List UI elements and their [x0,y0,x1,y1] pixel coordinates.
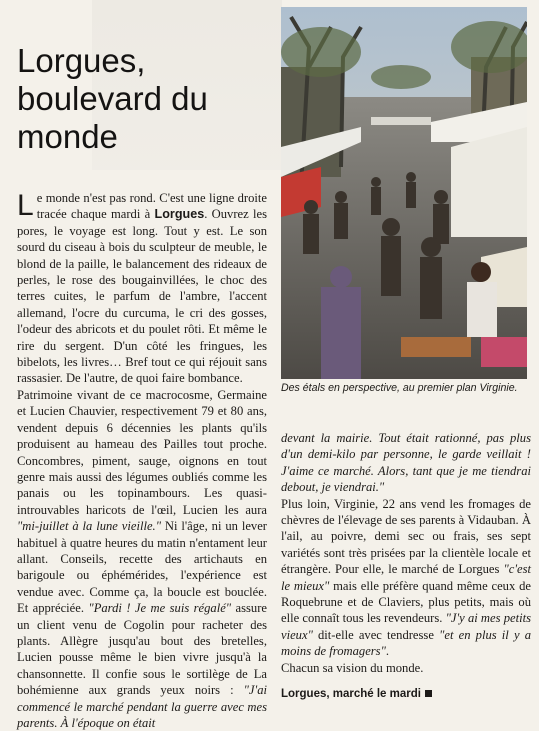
article-quote: "mi-juillet à la lune vieille." [17,519,161,534]
market-photo-illustration [281,7,527,379]
article-quote: devant la mairie. Tout était rationné, pas plus d'un demi-kilo par personne, le garde veillait ! J'aime ce marché. Alors, tant que je me tiendrai debout, je viendrai." [281,431,531,495]
article-text: dit-elle avec tendresse [312,627,440,642]
article-text: e monde n'est pas rond. C'est une ligne droite tracée chaque mardi à [36,191,267,222]
end-mark-icon [425,690,432,697]
article-paragraph [281,430,531,496]
article-paragraph [281,496,531,660]
article-quote: "et en plus il y a moins de fromagers" [281,627,531,659]
article-column-left [17,190,267,731]
article-column-right [281,430,531,676]
article-text: Patrimoine vivant de ce macrocosme, Germaine et Lucien Chauvier, respectivement 79 et 80 ans, vendent depuis 6 décennies les plants qu'ils produisent au hameau des Pailles tout proche. Concombres, piment, sauge, oignons en tout genre mais aussi des légumes oubliés comme les panais ou les topinambours. Les quasi-introuvables haricots de l'œil, Lucien les aura [17,387,267,517]
article-title: Lorgues, boulevard du monde [17,42,208,155]
article-quote: "c'est le mieux" [281,562,531,593]
article-paragraph [281,660,531,676]
town-name: Lorgues [154,207,205,222]
article-footer [281,688,531,700]
article-text: . Ouvrez les pores, le voyage est long. Tout y est. Le son sourd du ciseau à bois du sculpteur de meuble, le blond de la paille, le balancement des rideaux de perles, le rose des bougainvillées, le choc des terres cuites, le parfum de l'ambre, l'accent allemand, l'ocre du curcuma, le cri des gosses, l'odeur des abricots et du poulet rôti. Et même le rire du sergent. D'un côté les fringues, les bibelots, les livres… Bref tout ce qui réjouit sans rassasier. De l'autre, de quoi faire bombance. [17,207,267,386]
photo-caption: Des étals en perspective, au premier plan Virginie. [281,382,518,394]
article-paragraph [17,387,267,731]
drop-cap: L [17,189,34,222]
article-quote: "J'ai commencé le marché pendant la guerre avec mes parents. À l'époque on était [17,683,267,730]
article-text: Ni l'âge, ni un lever habituel à quatre heures du matin n'entament leur allant. Conseils, recette des artichauts en barigoule ou éphémérides, l'expérience est vendue avec. Comme ça, la boucle est bouclée. Et appréciée. [17,519,267,616]
article-quote: "Pardi ! Je me suis régalé" [88,601,232,616]
footer-label: Lorgues, marché le mardi [281,688,421,700]
article-paragraph [17,190,267,387]
article-text: Chacun sa vision du monde. [281,660,424,675]
market-photo [281,7,527,379]
article-text: assure un client venu de Cogolin pour racheter des plants. Allègre jusqu'au bout des bretelles, Lucien pousse même le bien vivre jusqu'à la chansonnette. Il confie sous le sortilège de La bohémienne aux grands yeux noirs : [17,601,267,698]
article-text: . [385,644,390,659]
article-text: Plus loin, Virginie, 22 ans vend les fromages de chèvres de l'élevage de ses parents à Vidauban. À l'ail, au poivre, demi sec ou frais, ses sept variétés sont très prisées par la clientèle locale et étrangère. Pour elle, le marché de Lorgues [281,496,531,577]
article-quote: "J'y ai mes petits vieux" [281,611,531,642]
article-text: mais elle préfère quand même ceux de Roquebrune et de Claviers, plus petits, mais où elle connaît tous les revendeurs. [281,578,531,626]
